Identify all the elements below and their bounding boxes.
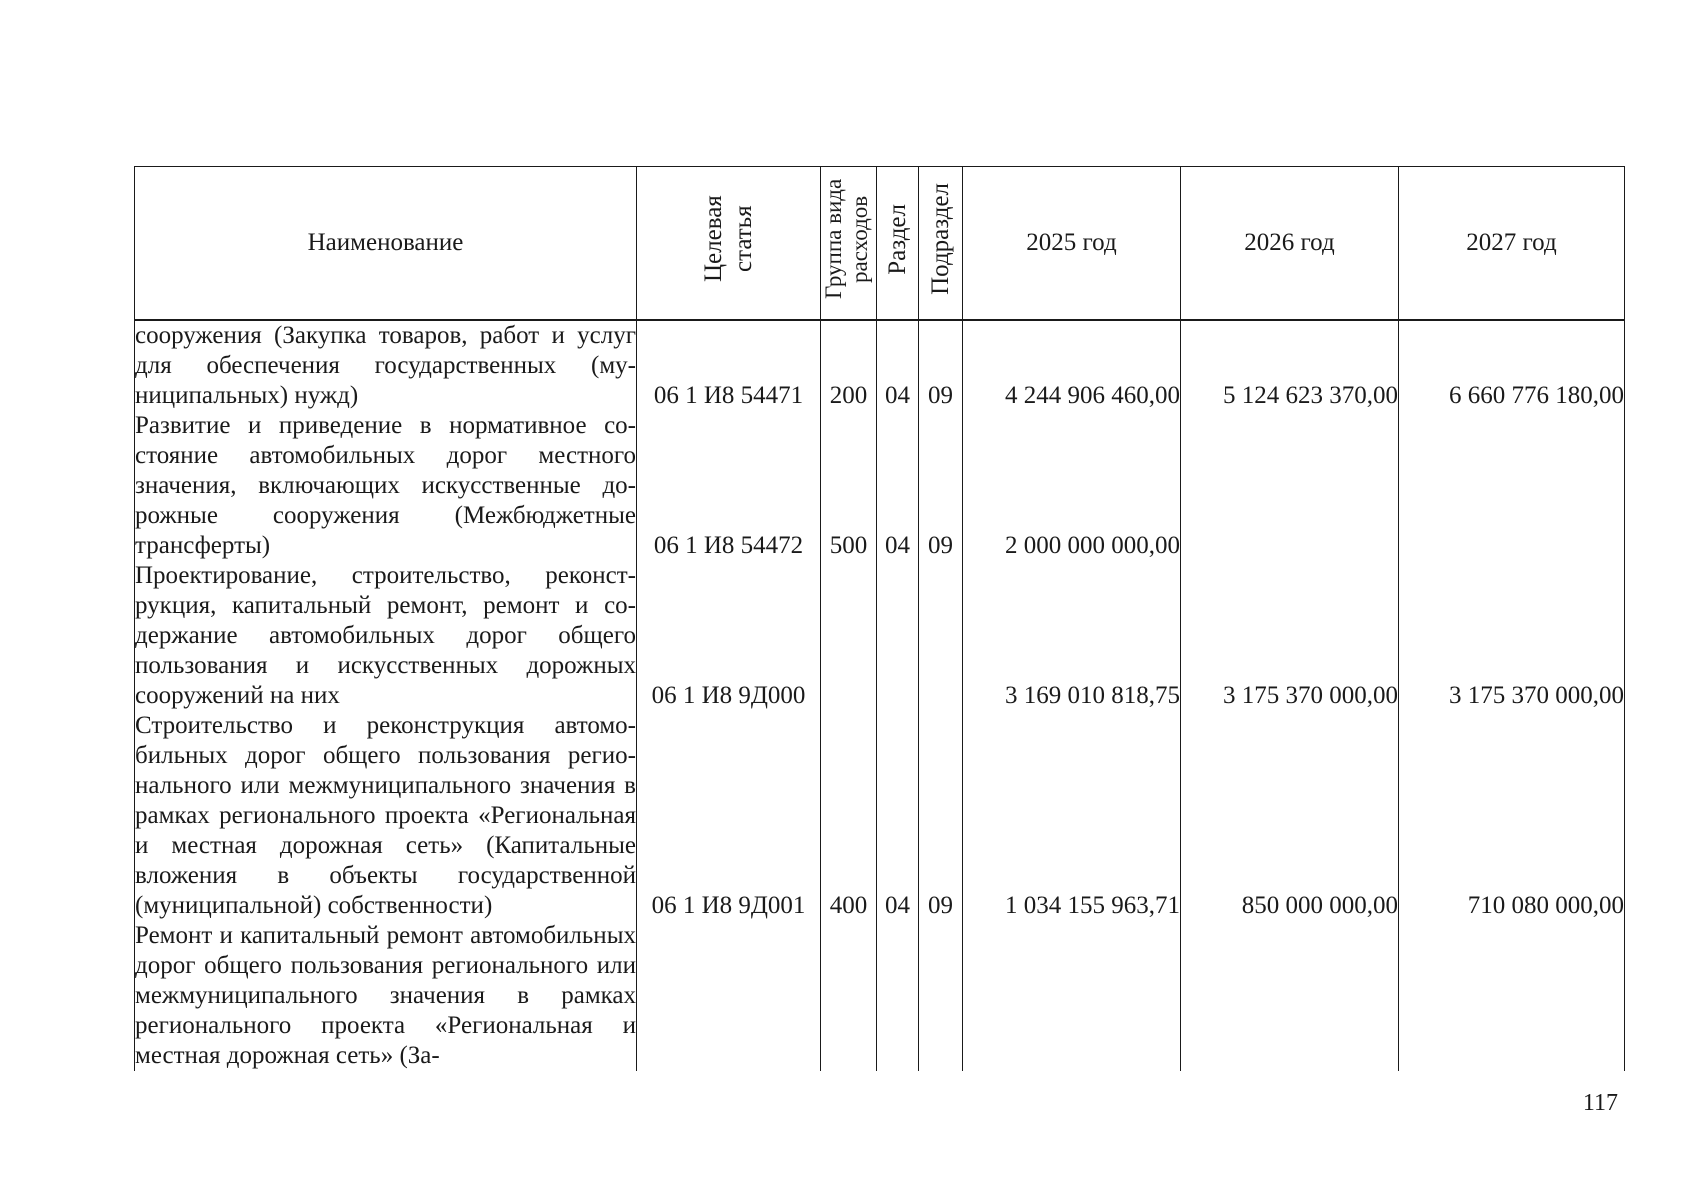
- table-row: [135, 411, 1625, 561]
- header-row: [135, 167, 1625, 321]
- row-name: Проектирование, строительство, реконструкция, капитальный ремонт, ремонт и содержание автомобильных дорог общего пользования и искусственных дорожных сооружений на них: [135, 562, 636, 709]
- row-2025: [963, 921, 1181, 1071]
- row-name: сооружения (Закупка товаров, работ и услуг для обеспечения государственных (муниципальных) нужд): [135, 322, 636, 409]
- header-year-2026: 2026 год: [1181, 167, 1399, 321]
- row-name: Ремонт и капитальный ремонт автомобильных дорог общего пользования регионального или межмуниципального значения в рамках регионального проекта «Региональная и местная дорожная сеть» (За-: [135, 922, 636, 1069]
- row-2027: 6 660 776 180,00: [1399, 320, 1625, 411]
- row-2027: 3 175 370 000,00: [1399, 561, 1625, 711]
- row-2026: [1181, 411, 1399, 561]
- table-row: [135, 921, 1625, 1071]
- header-section: Раздел: [877, 167, 919, 321]
- row-2026: 850 000 000,00: [1181, 711, 1399, 921]
- header-name: Наименование: [135, 167, 637, 321]
- row-group: 500: [821, 411, 877, 561]
- row-2026: 3 175 370 000,00: [1181, 561, 1399, 711]
- row-2027: [1399, 921, 1625, 1071]
- row-2027: [1399, 411, 1625, 561]
- row-section: 04: [877, 411, 919, 561]
- table-row: [135, 711, 1625, 921]
- row-target: 06 1 И8 54471: [637, 320, 821, 411]
- row-section: [877, 561, 919, 711]
- row-name: Строительство и реконструкция автомобильных дорог общего пользования регионального или межмуниципального значения в рамках регионального проекта «Региональная и местная дорожная сеть» (Капитальные вложения в объекты государственной (муниципальной) собственности): [135, 712, 636, 919]
- table-row: [135, 561, 1625, 711]
- row-target: 06 1 И8 54472: [637, 411, 821, 561]
- row-group: [821, 921, 877, 1071]
- row-group: [821, 561, 877, 711]
- row-subsection: [919, 921, 963, 1071]
- row-name: Развитие и приведение в нормативное состояние автомобильных дорог местного значения, включающих искусственные дорожные сооружения (Межбюджетные трансферты): [135, 412, 636, 559]
- row-target: [637, 921, 821, 1071]
- row-2025: 3 169 010 818,75: [963, 561, 1181, 711]
- budget-table: [134, 166, 1625, 1071]
- header-target-article: Целевая статья: [637, 167, 821, 321]
- header-subsection: Подраздел: [919, 167, 963, 321]
- header-expense-group: Группа вида расходов: [821, 167, 877, 321]
- row-section: [877, 921, 919, 1071]
- row-2026: [1181, 921, 1399, 1071]
- header-year-2025: 2025 год: [963, 167, 1181, 321]
- row-group: 400: [821, 711, 877, 921]
- row-subsection: 09: [919, 320, 963, 411]
- row-2025: 2 000 000 000,00: [963, 411, 1181, 561]
- table-row: [135, 320, 1625, 411]
- row-2025: 1 034 155 963,71: [963, 711, 1181, 921]
- row-subsection: [919, 561, 963, 711]
- row-group: 200: [821, 320, 877, 411]
- row-2026: 5 124 623 370,00: [1181, 320, 1399, 411]
- row-2027: 710 080 000,00: [1399, 711, 1625, 921]
- row-2025: 4 244 906 460,00: [963, 320, 1181, 411]
- row-target: 06 1 И8 9Д000: [637, 561, 821, 711]
- row-subsection: 09: [919, 411, 963, 561]
- header-year-2027: 2027 год: [1399, 167, 1625, 321]
- row-target: 06 1 И8 9Д001: [637, 711, 821, 921]
- page-number: 117: [1582, 1090, 1618, 1116]
- row-section: 04: [877, 711, 919, 921]
- row-section: 04: [877, 320, 919, 411]
- row-subsection: 09: [919, 711, 963, 921]
